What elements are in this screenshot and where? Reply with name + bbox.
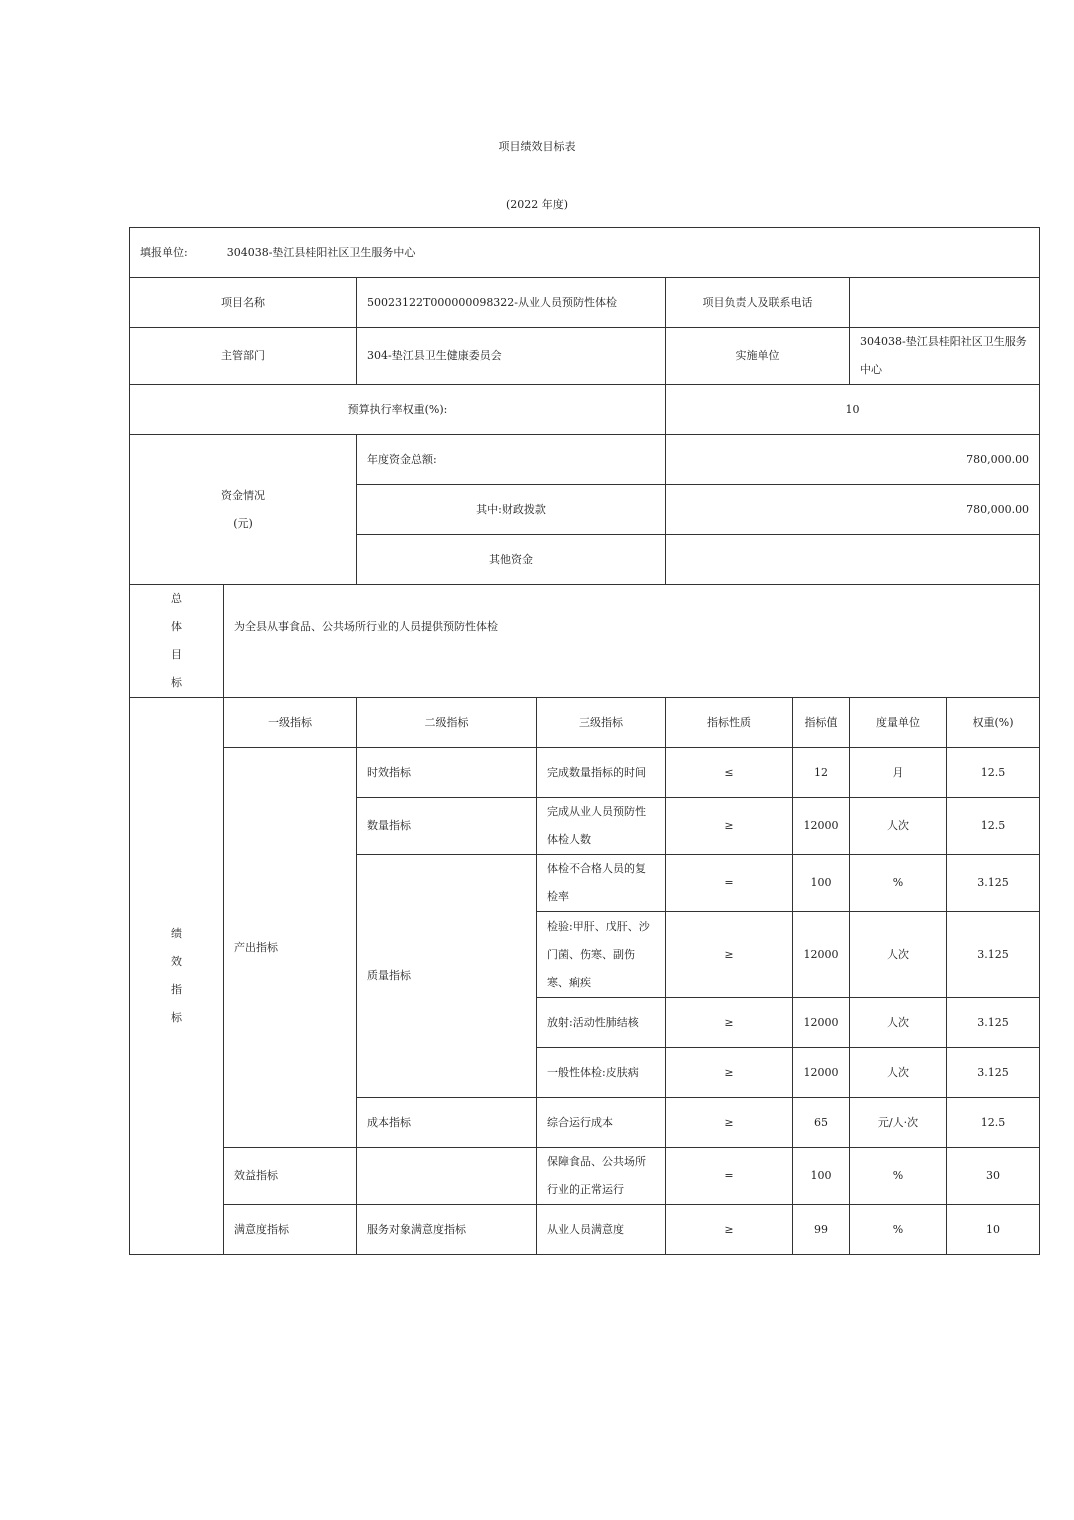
- overall-goal-char: 标: [171, 676, 182, 689]
- value: 12: [793, 748, 850, 798]
- funds-label-line2: (元): [233, 516, 253, 530]
- header-weight: 权重(%): [947, 698, 1040, 748]
- unit: %: [850, 855, 947, 912]
- level3-name: 检验:甲肝、戊肝、沙门菌、伤寒、副伤寒、痢疾: [537, 912, 666, 998]
- unit: 人次: [850, 912, 947, 998]
- nature: =: [666, 855, 793, 912]
- value: 12000: [793, 912, 850, 998]
- level2-benefit: [357, 1148, 537, 1205]
- funds-fiscal-label: 其中:财政拨款: [357, 485, 666, 535]
- budget-weight-row: [130, 385, 1040, 435]
- performance-table: [129, 227, 1040, 1255]
- weight: 3.125: [947, 855, 1040, 912]
- funds-other-value: [666, 535, 1040, 585]
- header-level1: 一级指标: [224, 698, 357, 748]
- project-name-label: 项目名称: [130, 278, 357, 328]
- level1-output: 产出指标: [224, 748, 357, 1148]
- level3-name: 完成从业人员预防性体检人数: [537, 798, 666, 855]
- overall-goal-text: 为全县从事食品、公共场所行业的人员提供预防性体检: [224, 585, 1040, 698]
- performance-char: 标: [171, 1011, 182, 1024]
- dept-label: 主管部门: [130, 328, 357, 385]
- project-contact-label: 项目负责人及联系电话: [666, 278, 850, 328]
- level3-name: 完成数量指标的时间: [537, 748, 666, 798]
- perf-header-row: [130, 698, 1040, 748]
- table-row: [130, 1205, 1040, 1255]
- project-row: [130, 278, 1040, 328]
- unit: 人次: [850, 998, 947, 1048]
- level3-name: 从业人员满意度: [537, 1205, 666, 1255]
- budget-weight-label: 预算执行率权重(%):: [130, 385, 666, 435]
- value: 12000: [793, 998, 850, 1048]
- level3-name: 体检不合格人员的复检率: [537, 855, 666, 912]
- impl-unit-label: 实施单位: [666, 328, 850, 385]
- weight: 12.5: [947, 798, 1040, 855]
- level2-quality: 质量指标: [357, 855, 537, 1098]
- funds-total-value: 780,000.00: [666, 435, 1040, 485]
- unit: %: [850, 1148, 947, 1205]
- nature: ≥: [666, 798, 793, 855]
- funds-label-line1: 资金情况: [221, 488, 265, 502]
- dept-row: [130, 328, 1040, 385]
- project-contact-value: [850, 278, 1040, 328]
- level2-satisfaction: 服务对象满意度指标: [357, 1205, 537, 1255]
- value: 12000: [793, 1048, 850, 1098]
- nature: ≤: [666, 748, 793, 798]
- value: 99: [793, 1205, 850, 1255]
- weight: 10: [947, 1205, 1040, 1255]
- table-row: [130, 748, 1040, 798]
- fill-unit-value: 304038-垫江县桂阳社区卫生服务中心: [226, 245, 416, 259]
- budget-weight-value: 10: [666, 385, 1040, 435]
- impl-unit-value: 304038-垫江县桂阳社区卫生服务中心: [850, 328, 1040, 385]
- header-nature: 指标性质: [666, 698, 793, 748]
- header-value: 指标值: [793, 698, 850, 748]
- table-row: [130, 1148, 1040, 1205]
- weight: 3.125: [947, 912, 1040, 998]
- level3-name: 放射:活动性肺结核: [537, 998, 666, 1048]
- level2-quantity: 数量指标: [357, 798, 537, 855]
- value: 12000: [793, 798, 850, 855]
- page-title: 项目绩效目标表: [498, 140, 576, 153]
- value: 100: [793, 1148, 850, 1205]
- level2-time: 时效指标: [357, 748, 537, 798]
- dept-value: 304-垫江县卫生健康委员会: [357, 328, 666, 385]
- weight: 3.125: [947, 998, 1040, 1048]
- header-unit: 度量单位: [850, 698, 947, 748]
- value: 65: [793, 1098, 850, 1148]
- nature: =: [666, 1148, 793, 1205]
- overall-goal-label: [130, 585, 224, 698]
- level3-name: 综合运行成本: [537, 1098, 666, 1148]
- nature: ≥: [666, 1098, 793, 1148]
- unit: 人次: [850, 798, 947, 855]
- performance-char: 指: [171, 983, 182, 996]
- overall-goal-char: 体: [171, 620, 182, 633]
- funds-other-label: 其他资金: [357, 535, 666, 585]
- year-subtitle: (2022 年度): [505, 198, 569, 211]
- performance-char: 效: [171, 955, 182, 968]
- level1-benefit: 效益指标: [224, 1148, 357, 1205]
- overall-goal-char: 总: [171, 592, 182, 605]
- header-level3: 三级指标: [537, 698, 666, 748]
- funds-fiscal-value: 780,000.00: [666, 485, 1040, 535]
- unit: %: [850, 1205, 947, 1255]
- funds-label: [130, 435, 357, 585]
- unit: 月: [850, 748, 947, 798]
- funds-total-label: 年度资金总额:: [357, 435, 666, 485]
- fill-unit-row: [130, 228, 1040, 278]
- level1-satisfaction: 满意度指标: [224, 1205, 357, 1255]
- performance-char: 绩: [171, 927, 182, 940]
- performance-label: [130, 698, 224, 1255]
- overall-goal-char: 目: [171, 648, 182, 661]
- fill-unit-label: 填报单位:: [140, 245, 188, 259]
- funds-total-row: [130, 435, 1040, 485]
- project-name-value: 50023122T000000098322-从业人员预防性体检: [357, 278, 666, 328]
- nature: ≥: [666, 1048, 793, 1098]
- level2-cost: 成本指标: [357, 1098, 537, 1148]
- fill-unit-cell: [130, 228, 1040, 278]
- weight: 3.125: [947, 1048, 1040, 1098]
- header-level2: 二级指标: [357, 698, 537, 748]
- level3-name: 一般性体检:皮肤病: [537, 1048, 666, 1098]
- nature: ≥: [666, 912, 793, 998]
- nature: ≥: [666, 998, 793, 1048]
- unit: 人次: [850, 1048, 947, 1098]
- weight: 12.5: [947, 1098, 1040, 1148]
- level3-name: 保障食品、公共场所行业的正常运行: [537, 1148, 666, 1205]
- overall-goal-row: [130, 585, 1040, 698]
- unit: 元/人·次: [850, 1098, 947, 1148]
- weight: 12.5: [947, 748, 1040, 798]
- weight: 30: [947, 1148, 1040, 1205]
- value: 100: [793, 855, 850, 912]
- nature: ≥: [666, 1205, 793, 1255]
